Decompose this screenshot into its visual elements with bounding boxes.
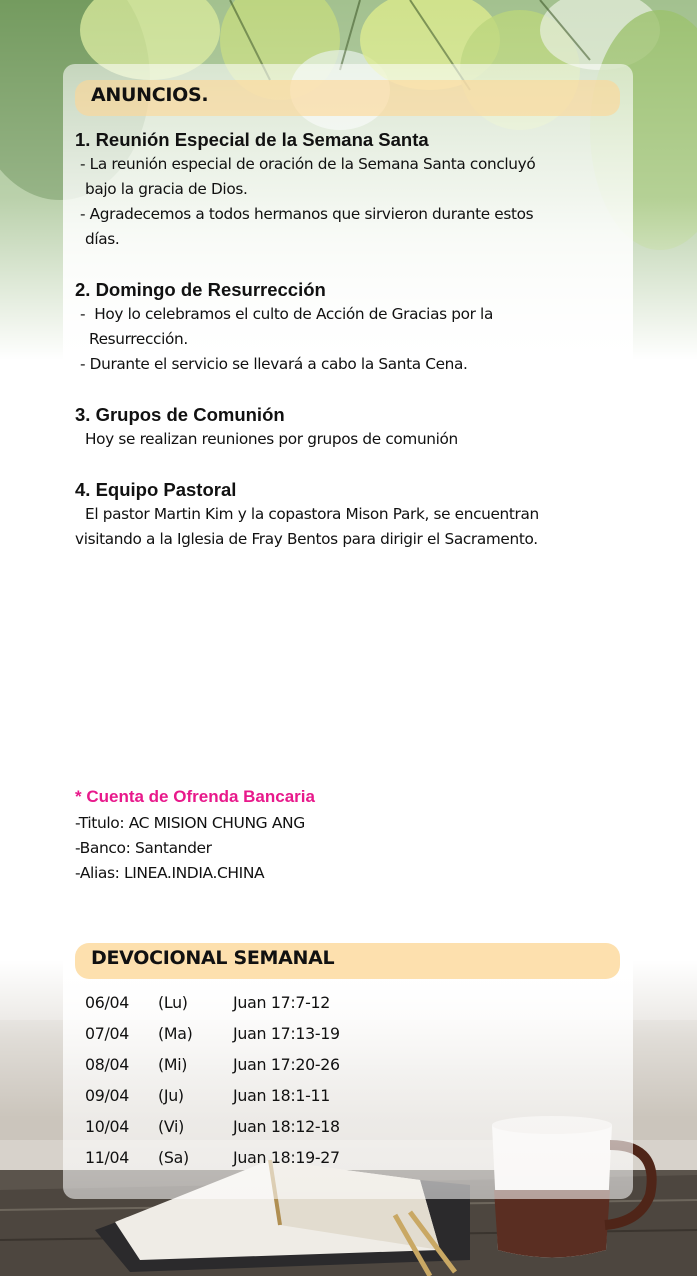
announcement-title: 3. Grupos de Comunión: [75, 404, 285, 425]
announcement-line: días.: [85, 230, 120, 248]
announcements-header-bar: [75, 80, 620, 116]
announcement-title: 4. Equipo Pastoral: [75, 479, 237, 500]
devotional-reading: Juan 18:12-18: [233, 1117, 340, 1136]
devotional-day: (Ma): [158, 1024, 193, 1043]
announcement-line: visitando a la Iglesia de Fray Bentos para dirigir el Sacramento.: [75, 530, 538, 548]
content-panel: [63, 64, 633, 1199]
devotional-heading: DEVOCIONAL SEMANAL: [91, 947, 335, 969]
announcement-line: Resurrección.: [89, 330, 188, 348]
announcement-line: - Agradecemos a todos hermanos que sirvieron durante estos: [80, 205, 534, 223]
bank-account-holder: -Titulo: AC MISION CHUNG ANG: [75, 814, 305, 832]
devotional-reading: Juan 17:13-19: [233, 1024, 340, 1043]
devotional-reading: Juan 18:1-11: [233, 1086, 331, 1105]
devotional-date: 08/04: [85, 1055, 130, 1074]
devotional-date: 09/04: [85, 1086, 130, 1105]
devotional-day: (Mi): [158, 1055, 188, 1074]
devotional-day: (Ju): [158, 1086, 184, 1105]
devotional-day: (Lu): [158, 993, 188, 1012]
announcement-title: 2. Domingo de Resurrección: [75, 279, 326, 300]
devotional-header-bar: [75, 943, 620, 979]
devotional-reading: Juan 17:7-12: [233, 993, 331, 1012]
announcement-line: - Durante el servicio se llevará a cabo la Santa Cena.: [80, 355, 468, 373]
announcement-line: - La reunión especial de oración de la Semana Santa concluyó: [80, 155, 536, 173]
devotional-reading: Juan 17:20-26: [233, 1055, 340, 1074]
devotional-day: (Sa): [158, 1148, 189, 1167]
bank-alias: -Alias: LINEA.INDIA.CHINA: [75, 864, 265, 882]
devotional-date: 07/04: [85, 1024, 130, 1043]
devotional-date: 11/04: [85, 1148, 130, 1167]
bank-name: -Banco: Santander: [75, 839, 212, 857]
announcement-line: Hoy se realizan reuniones por grupos de comunión: [85, 430, 458, 448]
devotional-reading: Juan 18:19-27: [233, 1148, 340, 1167]
announcement-line: bajo la gracia de Dios.: [85, 180, 248, 198]
devotional-date: 10/04: [85, 1117, 130, 1136]
devotional-day: (Vi): [158, 1117, 184, 1136]
devotional-date: 06/04: [85, 993, 130, 1012]
announcements-heading: ANUNCIOS.: [91, 84, 209, 106]
announcement-title: 1. Reunión Especial de la Semana Santa: [75, 129, 429, 150]
announcement-line: - Hoy lo celebramos el culto de Acción de Gracias por la: [80, 305, 493, 323]
announcement-line: El pastor Martin Kim y la copastora Mison Park, se encuentran: [85, 505, 539, 523]
bank-account-title: * Cuenta de Ofrenda Bancaria: [75, 787, 315, 806]
